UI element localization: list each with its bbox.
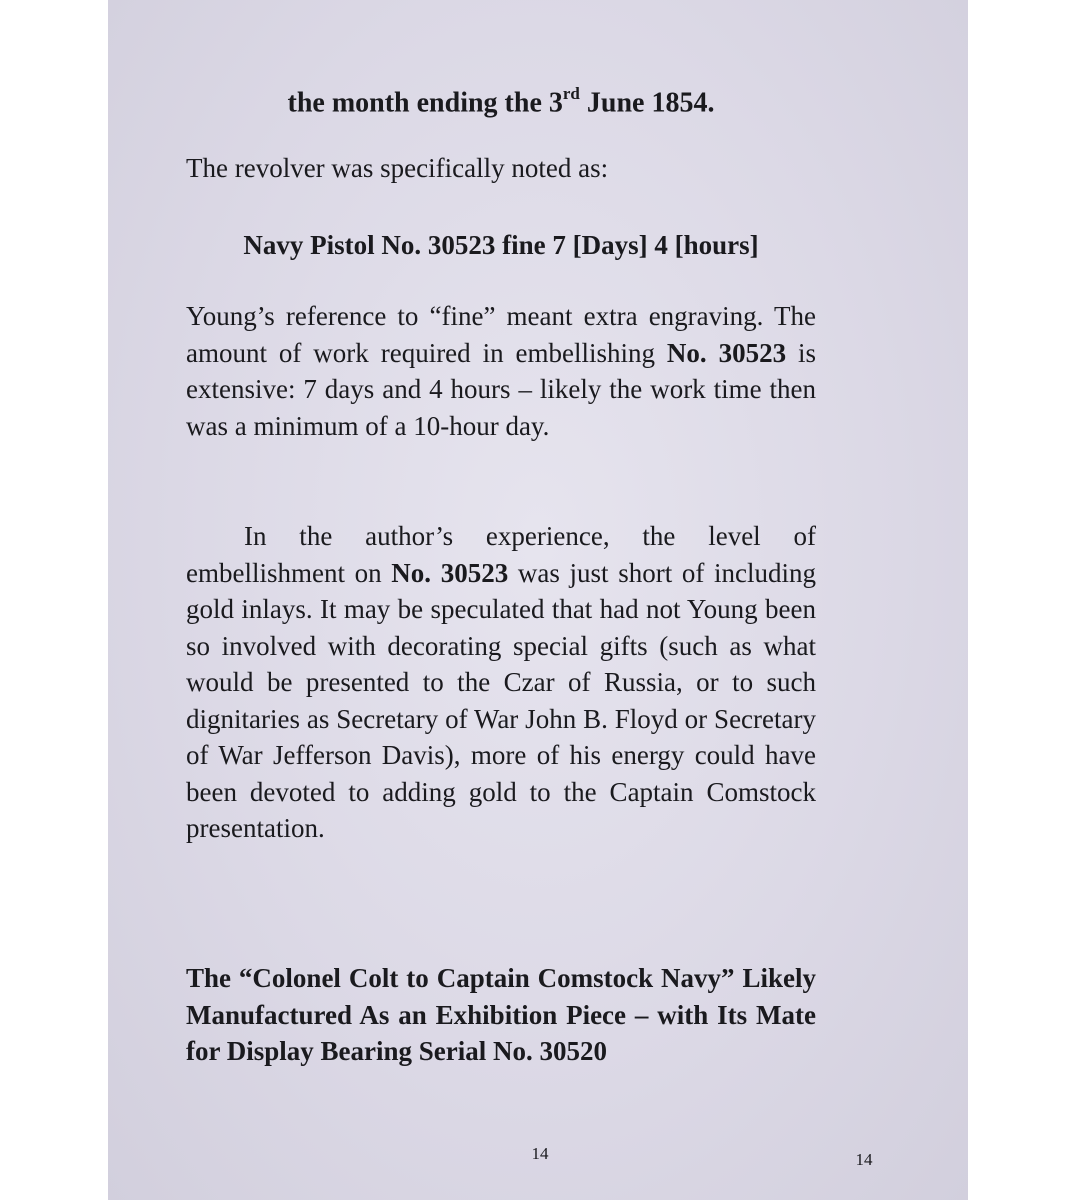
heading-text-start: the month ending the 3 [287,87,563,119]
paragraph-1 [186,298,816,444]
serial-number-bold: No. 30523 [666,337,787,368]
paragraph-1-text-b: is extensive: 7 days and 4 hours – likely the work time then was a minimum of a 10-hour day. [186,337,817,441]
section-heading: The “Colonel Colt to Captain Comstock Navy” Likely Manufactured As an Exhibition Piece – with Its Mate for Display Bearing Serial No. 30520 [186,963,816,1066]
intro-sentence: The revolver was specifically noted as: [186,153,609,183]
heading-ordinal-suffix: rd [562,84,580,103]
heading-text-end: June 1854. [579,87,715,119]
paragraph-2-text-b: was just short of including gold inlays. It may be speculated that had not Young been so involved with decorating special gifts (such as what would be presented to the Czar of Russia, or to such dignitaries as Secretary of War John B. Floyd or Secretary of War Jefferson Davis), more of his energy could have been devoted to adding gold to the Captain Comstock presentation. [186,557,817,843]
page-number: 14 [531,1144,549,1163]
paragraph-2-text-a: In the author’s experience, the level of embellishment on [186,521,816,588]
paragraph-2 [186,518,816,847]
page-number-outer: 14 [855,1150,873,1169]
ledger-entry: Navy Pistol No. 30523 fine 7 [Days] 4 [hours] [243,230,759,260]
serial-number-bold: No. 30523 [391,557,509,588]
paragraph-1-text-a: Young’s reference to “fine” meant extra engraving. The amount of work required in embellishing [186,301,816,368]
continued-heading [186,76,816,123]
